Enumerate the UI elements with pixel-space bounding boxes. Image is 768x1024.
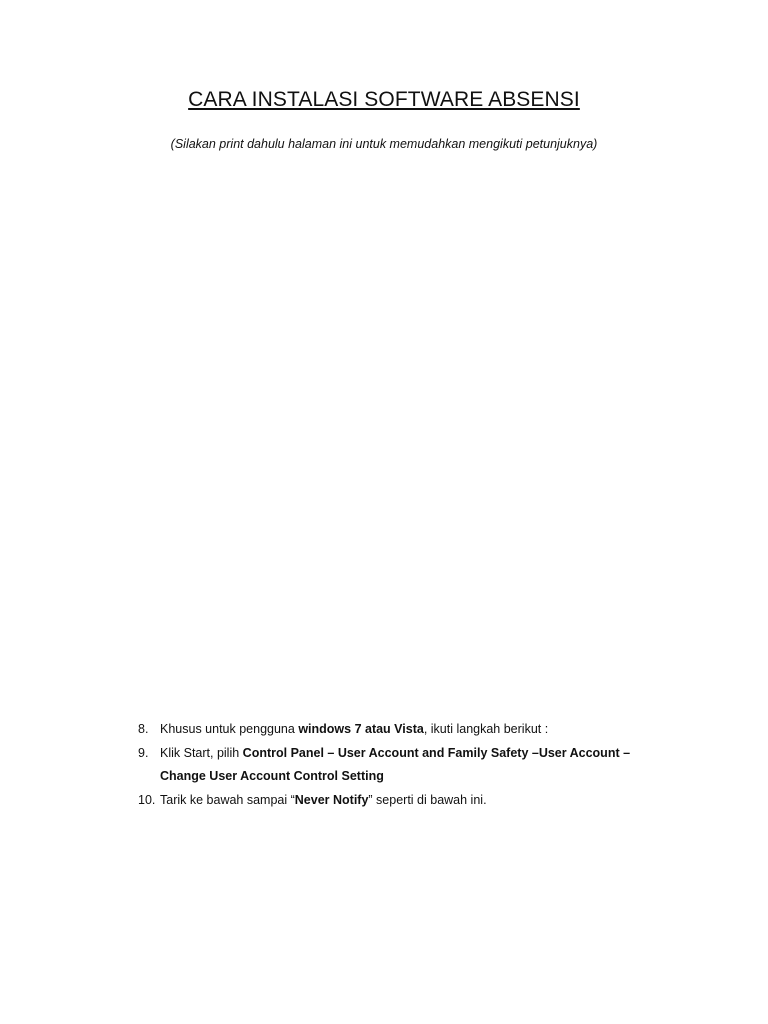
step-bold-text: Control Panel – User Account and Family Safety –User Account – Change User Account Control Setting [160,745,631,783]
step-8 [138,718,678,742]
step-10 [138,789,678,813]
step-bold-text: Never Notify [294,792,369,807]
step-9 [138,742,678,789]
step-number: 8. [138,722,149,736]
step-text: Klik Start, pilih [160,745,243,760]
step-text: ” seperti di bawah ini. [368,792,487,807]
instruction-list [138,718,678,812]
document-subtitle: (Silakan print dahulu halaman ini untuk memudahkan mengikuti petunjuknya) [170,137,598,151]
step-text: Tarik ke bawah sampai “ [160,792,295,807]
step-bold-text: windows 7 atau Vista [298,722,424,736]
step-number: 9. [138,745,149,760]
document-title: CARA INSTALASI SOFTWARE ABSENSI [188,88,580,111]
step-number: 10. [138,792,156,807]
step-text: Khusus untuk pengguna [160,722,299,736]
step-text: , ikuti langkah berikut : [423,722,549,736]
